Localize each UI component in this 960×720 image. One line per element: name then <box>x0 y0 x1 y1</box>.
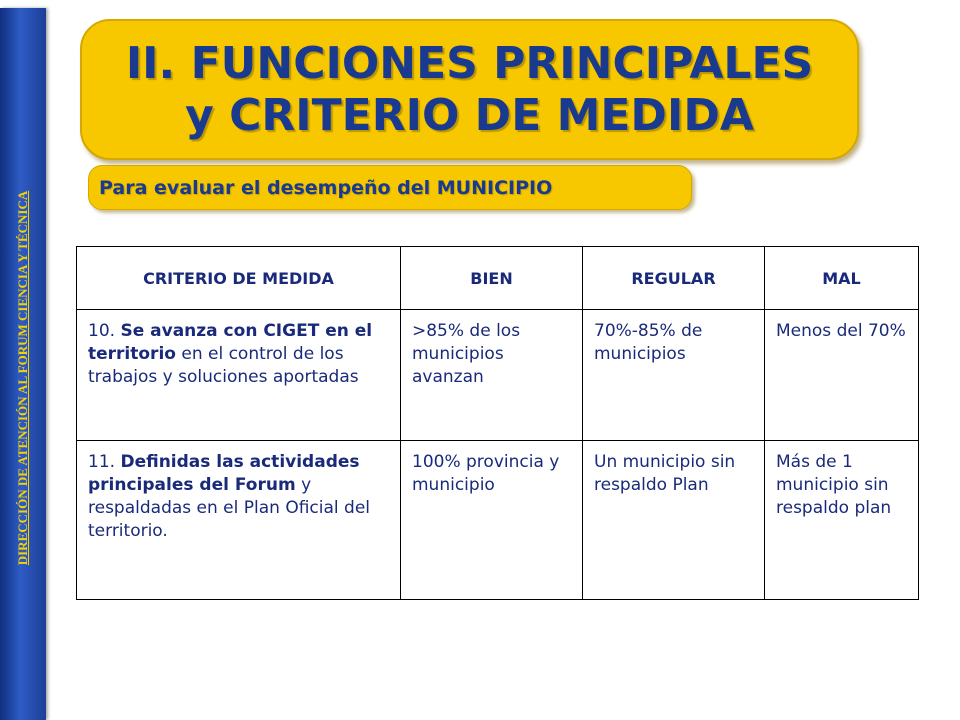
criterio-number: 11. <box>88 452 121 472</box>
cell-bien: >85% de los municipios avanzan <box>401 310 583 441</box>
cell-bien: 100% provincia y municipio <box>401 441 583 600</box>
cell-criterio <box>77 310 401 441</box>
table-header-row <box>77 247 919 310</box>
criterio-bold: Se avanza con CIGET en el territorio <box>88 321 373 364</box>
header-mal: MAL <box>765 247 919 310</box>
cell-mal: Más de 1 municipio sin respaldo plan <box>765 441 919 600</box>
criterio-rest: y respaldadas en el Plan Oficial del territorio. <box>88 475 371 541</box>
criteria-table <box>76 246 919 600</box>
title-banner <box>80 19 859 160</box>
cell-regular: 70%-85% de municipios <box>583 310 765 441</box>
criterio-rest: en el control de los trabajos y soluciones aportadas <box>88 344 359 387</box>
header-bien: BIEN <box>401 247 583 310</box>
page-subtitle: Para evaluar el desempeño del MUNICIPIO <box>99 176 553 199</box>
header-criterio: CRITERIO DE MEDIDA <box>77 247 401 310</box>
page-title-line-2: y CRITERIO DE MEDIDA <box>185 89 754 141</box>
cell-regular: Un municipio sin respaldo Plan <box>583 441 765 600</box>
criterio-number: 10. <box>88 321 121 341</box>
subtitle-banner <box>88 165 692 210</box>
cell-mal: Menos del 70% <box>765 310 919 441</box>
sidebar-banner <box>0 8 46 720</box>
cell-criterio <box>77 441 401 600</box>
table-row <box>77 441 919 600</box>
sidebar-vertical-text: DIRECCIÓN DE ATENCIÓN AL FORUM CIENCIA Y TÉCNICA <box>15 190 30 566</box>
table-row <box>77 310 919 441</box>
page-title-line-1: II. FUNCIONES PRINCIPALES <box>125 37 814 89</box>
criterio-bold: Definidas las actividades principales del Forum <box>88 452 360 495</box>
header-regular: REGULAR <box>583 247 765 310</box>
